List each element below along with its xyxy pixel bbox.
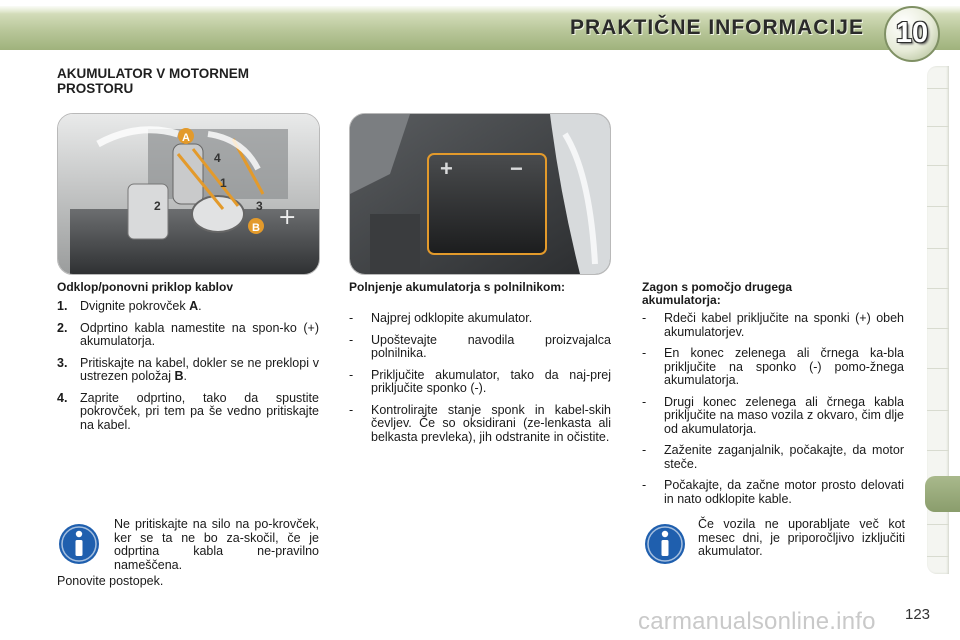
disconnect-steps: [57, 300, 319, 440]
list-item: [349, 369, 611, 396]
step-text: Zaprite odprtino, tako da spustite pokrovček, pri tem pa še vedno pritiskajte na kabel.: [80, 390, 319, 432]
step-text: Odprtino kabla namestite na spon-ko (+) akumulatorja.: [80, 320, 319, 348]
side-tab-divider: [927, 328, 949, 329]
jumpstart-list: [642, 312, 904, 514]
list-item-text: En konec zelenega ali črnega ka-bla priključite na sponko (-) pomo-žnega akumulatorja.: [664, 346, 904, 387]
side-tab-divider: [927, 165, 949, 166]
list-item-text: Rdeči kabel priključite na sponki (+) obeh akumulatorjev.: [664, 311, 904, 339]
battery-plus-marking: +: [440, 156, 453, 181]
step-text: Dvignite pokrovček: [80, 299, 190, 313]
photo-label-4: 4: [214, 151, 221, 165]
list-dash: -: [642, 394, 647, 409]
list-item: [57, 300, 319, 314]
info-icon: [644, 523, 686, 565]
chapter-number-badge: [884, 6, 940, 62]
list-item: [642, 479, 904, 506]
list-item: [57, 322, 319, 349]
step-text-end: .: [198, 299, 202, 313]
repeat-procedure-text: Ponovite postopek.: [57, 574, 164, 588]
side-tab-divider: [927, 288, 949, 289]
side-tab-divider: [927, 556, 949, 557]
photo-label-3: 3: [256, 199, 263, 213]
side-tab-divider: [927, 368, 949, 369]
side-tab-divider: [927, 450, 949, 451]
photo-label-a: A: [182, 132, 190, 144]
list-item: [642, 312, 904, 339]
list-dash: -: [642, 311, 647, 325]
list-item: [349, 404, 611, 445]
list-dash: -: [642, 443, 647, 457]
list-dash: -: [349, 402, 354, 417]
side-tab-active-chapter[interactable]: [925, 476, 960, 512]
list-item: [57, 392, 319, 433]
side-tab-divider: [927, 410, 949, 411]
list-item: [642, 347, 904, 388]
page-header: [0, 0, 960, 58]
step-bold-ref: B: [174, 369, 184, 383]
step-bold-ref: A: [189, 299, 199, 313]
list-item-text: Drugi konec zelenega ali črnega kabla priključite na maso vozila z okvaro, čim dlje od akumulatorja.: [664, 394, 904, 436]
step-number: 4.: [57, 390, 68, 405]
section-title: AKUMULATOR V MOTORNEM PROSTORU: [57, 66, 249, 96]
step-text: Pritiskajte na kabel, dokler se ne preklopi v ustrezen položaj: [80, 355, 319, 383]
list-item: [642, 396, 904, 437]
side-tab-divider: [927, 126, 949, 127]
jumpstart-heading: Zagon s pomočjo drugega akumulatorja:: [642, 280, 793, 307]
list-item-text: Kontrolirajte stanje sponk in kabel-skih čevljev. Če so oksidirani (ze-lenkasta ali belkasta prevleka), jih odstranite in očistite.: [371, 402, 611, 444]
photo-label-2: 2: [154, 199, 161, 213]
list-dash: -: [642, 478, 647, 492]
watermark: carmanualsonline.info: [638, 608, 876, 635]
list-dash: -: [349, 311, 354, 325]
step-number: 2.: [57, 320, 68, 335]
chapter-title: PRAKTIČNE INFORMACIJE: [569, 16, 864, 39]
list-item: [57, 357, 319, 384]
list-dash: -: [642, 346, 647, 360]
page-number: 123: [905, 606, 931, 623]
side-tab-divider: [927, 524, 949, 525]
list-item-text: Počakajte, da začne motor prosto delovati in nato odklopite kable.: [664, 478, 904, 506]
charging-list: [349, 312, 611, 452]
battery-minus-marking: −: [510, 156, 523, 181]
charging-heading: Polnjenje akumulatorja s polnilnikom:: [349, 280, 566, 294]
list-dash: -: [349, 332, 354, 347]
info-note-right: Če vozila ne uporabljate več kot mesec dni, je priporočljivo izključiti akumulator.: [698, 517, 905, 558]
list-item-text: Zaženite zaganjalnik, počakajte, da motor steče.: [664, 443, 904, 471]
step-text-end: .: [183, 369, 188, 383]
list-item: [642, 444, 904, 471]
info-note-left: Ne pritiskajte na silo na po-krovček, ker se ta ne bo za-skočil, če je odprtina kabla ne-pravilno nameščena.: [114, 517, 319, 572]
list-item-text: Upoštevajte navodila proizvajalca polnilnika.: [371, 332, 611, 360]
side-tab-divider: [927, 88, 949, 89]
chapter-number: 10: [895, 17, 929, 49]
battery-terminal-photo: [57, 113, 320, 275]
photo-label-b: B: [252, 222, 260, 234]
svg-text:+: +: [278, 205, 297, 230]
photo-label-1: 1: [220, 176, 227, 190]
info-icon: [58, 523, 100, 565]
list-dash: -: [349, 367, 354, 382]
step-number: 3.: [57, 355, 68, 370]
disconnect-heading: Odklop/ponovni priklop kablov: [57, 280, 234, 294]
side-tab-divider: [927, 206, 949, 207]
list-item: [349, 312, 611, 326]
list-item-text: Priključite akumulator, tako da naj-prej priključite sponko (-).: [371, 367, 611, 395]
list-item-text: Najprej odklopite akumulator.: [371, 311, 533, 325]
list-item: [349, 334, 611, 361]
side-tab-divider: [927, 248, 949, 249]
engine-bay-battery-photo: [349, 113, 611, 275]
step-number: 1.: [57, 299, 68, 313]
